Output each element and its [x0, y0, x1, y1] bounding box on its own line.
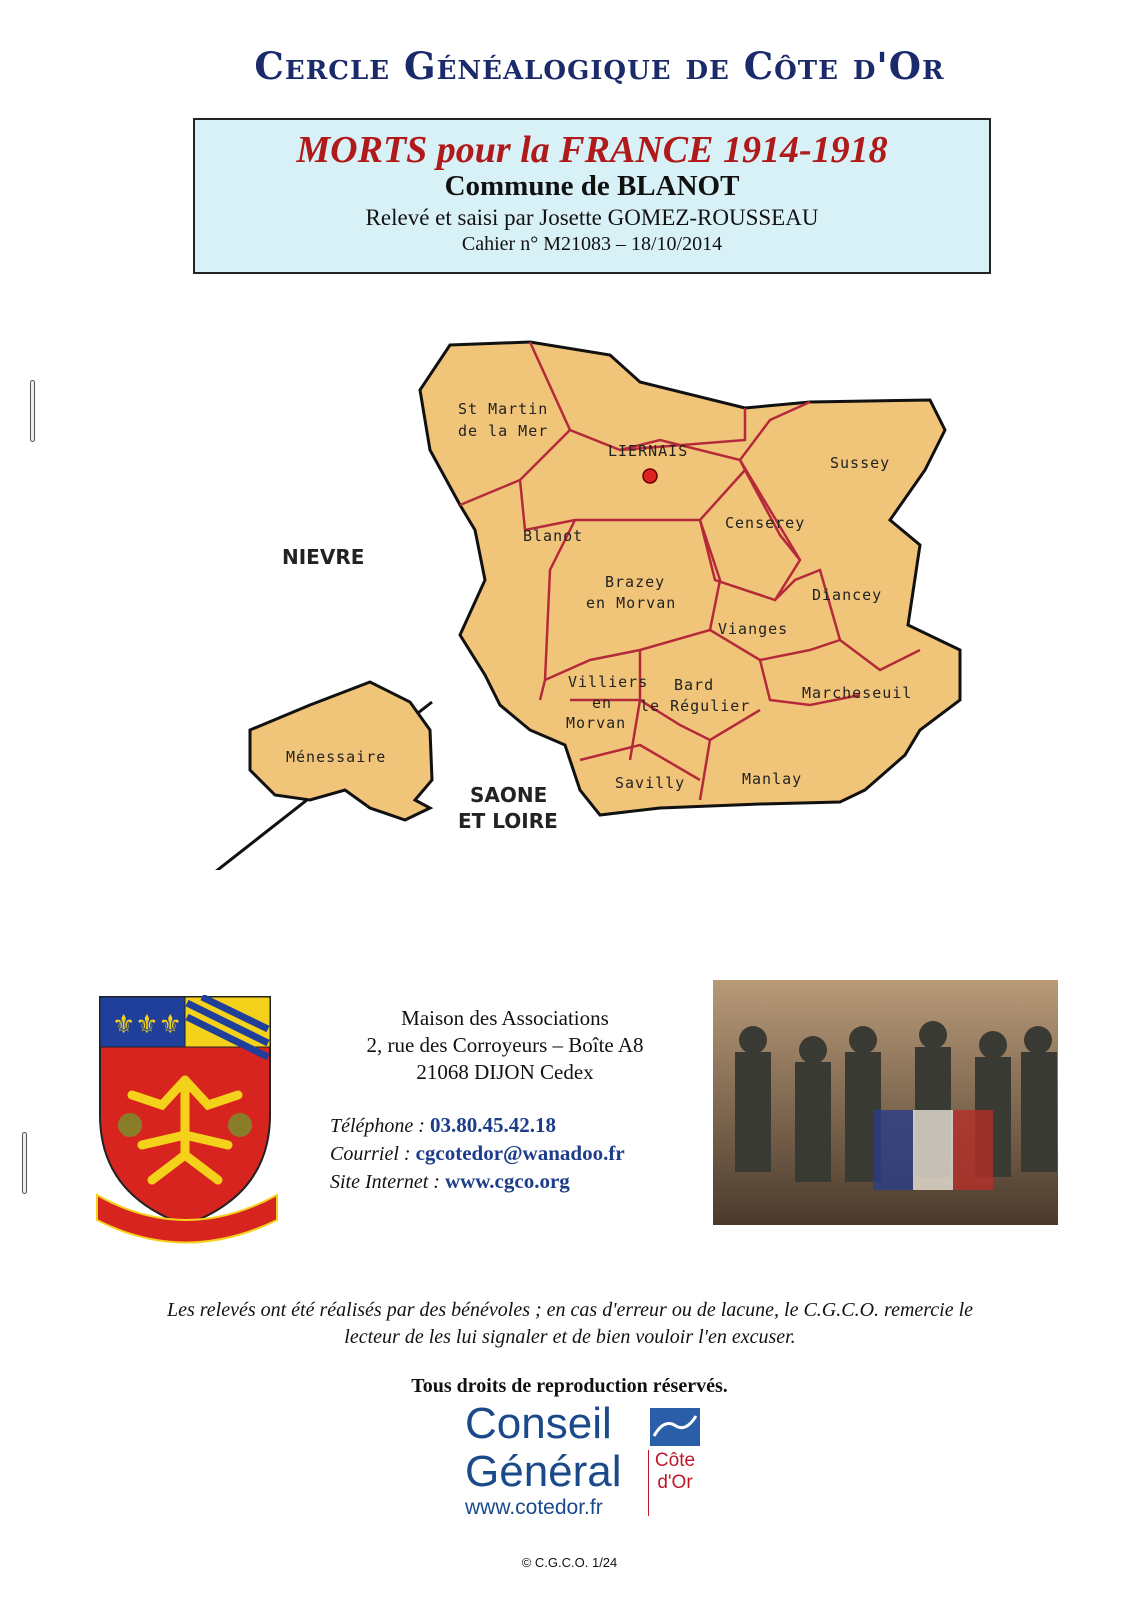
label-st-martin-2: de la Mer — [458, 422, 549, 440]
commune-name: Commune de BLANOT — [444, 170, 740, 202]
label-villiers-2: en — [592, 694, 613, 712]
label-censerey: Censerey — [725, 514, 806, 532]
label-sussey: Sussey — [830, 454, 891, 472]
ww1-soldiers-photo — [713, 980, 1058, 1225]
rights-notice: Tous droits de reproduction réservés. — [411, 1375, 728, 1397]
cahier-number: Cahier n° M21083 – 18/10/2014 — [461, 233, 723, 255]
logo-line1: Conseil — [465, 1399, 612, 1448]
mail-label: Courriel : — [330, 1143, 411, 1165]
organization-title: Cercle Généalogique de Côte d'Or — [254, 44, 945, 88]
cote-dor-badge — [648, 1450, 701, 1516]
address-line: 2, rue des Corroyeurs – Boîte A8 — [366, 1033, 644, 1057]
staple-top — [30, 380, 35, 442]
label-bard-2: le Régulier — [640, 697, 751, 715]
logo-url[interactable]: www.cotedor.fr — [465, 1496, 603, 1519]
contact-info — [330, 1112, 625, 1196]
label-st-martin: St Martin — [458, 400, 549, 418]
label-nievre: NIEVRE — [282, 545, 365, 569]
disclaimer-line: lecteur de les lui signaler et de bien vouloir l'en excuser. — [344, 1326, 796, 1348]
disclaimer — [90, 1297, 1050, 1351]
disclaimer-line: Les relevés ont été réalisés par des bénévoles ; en cas d'erreur ou de lacune, le C.G.C.O. remercie le — [166, 1299, 974, 1321]
label-villiers: Villiers — [568, 673, 649, 691]
label-saone: SAONE — [470, 783, 548, 807]
badge-line2: d'Or — [657, 1472, 693, 1493]
address-line: Maison des Associations — [401, 1006, 609, 1030]
svg-text:⚜⚜⚜: ⚜⚜⚜ — [112, 1010, 182, 1040]
site-label: Site Internet : — [330, 1171, 440, 1193]
logo-line2: Général — [465, 1447, 622, 1496]
phone-number: 03.80.45.42.18 — [429, 1113, 556, 1137]
phone-label: Téléphone : — [330, 1115, 425, 1137]
label-bard: Bard — [674, 676, 715, 694]
title-box — [193, 118, 991, 274]
label-savilly: Savilly — [615, 774, 686, 792]
coat-of-arms — [92, 995, 282, 1245]
staple-bottom — [22, 1132, 27, 1194]
label-vianges: Vianges — [718, 620, 789, 638]
label-blanot: Blanot — [523, 527, 584, 545]
address-line: 21068 DIJON Cedex — [416, 1060, 594, 1084]
label-manlay: Manlay — [742, 770, 803, 788]
label-menessaire: Ménessaire — [286, 748, 387, 766]
author-line: Relevé et saisi par Josette GOMEZ-ROUSSEAU — [365, 205, 819, 230]
document-title: MORTS pour la FRANCE 1914-1918 — [296, 129, 888, 171]
canton-map — [200, 330, 1000, 870]
logo-wave-icon — [650, 1408, 700, 1446]
label-saone-2: ET LOIRE — [458, 809, 558, 833]
badge-line1: Côte — [654, 1450, 696, 1471]
website-link[interactable]: www.cgco.org — [444, 1169, 570, 1193]
label-brazey: Brazey — [605, 573, 666, 591]
email-link[interactable]: cgcotedor@wanadoo.fr — [415, 1141, 625, 1165]
postal-address — [290, 1005, 720, 1086]
label-villiers-3: Morvan — [566, 714, 627, 732]
label-marcheseuil: Marcheseuil — [802, 684, 913, 702]
label-diancey: Diancey — [812, 586, 883, 604]
copyright-page: © C.G.C.O. 1/24 — [521, 1555, 618, 1570]
label-brazey-2: en Morvan — [586, 594, 677, 612]
label-liernais: LIERNAIS — [608, 442, 689, 460]
